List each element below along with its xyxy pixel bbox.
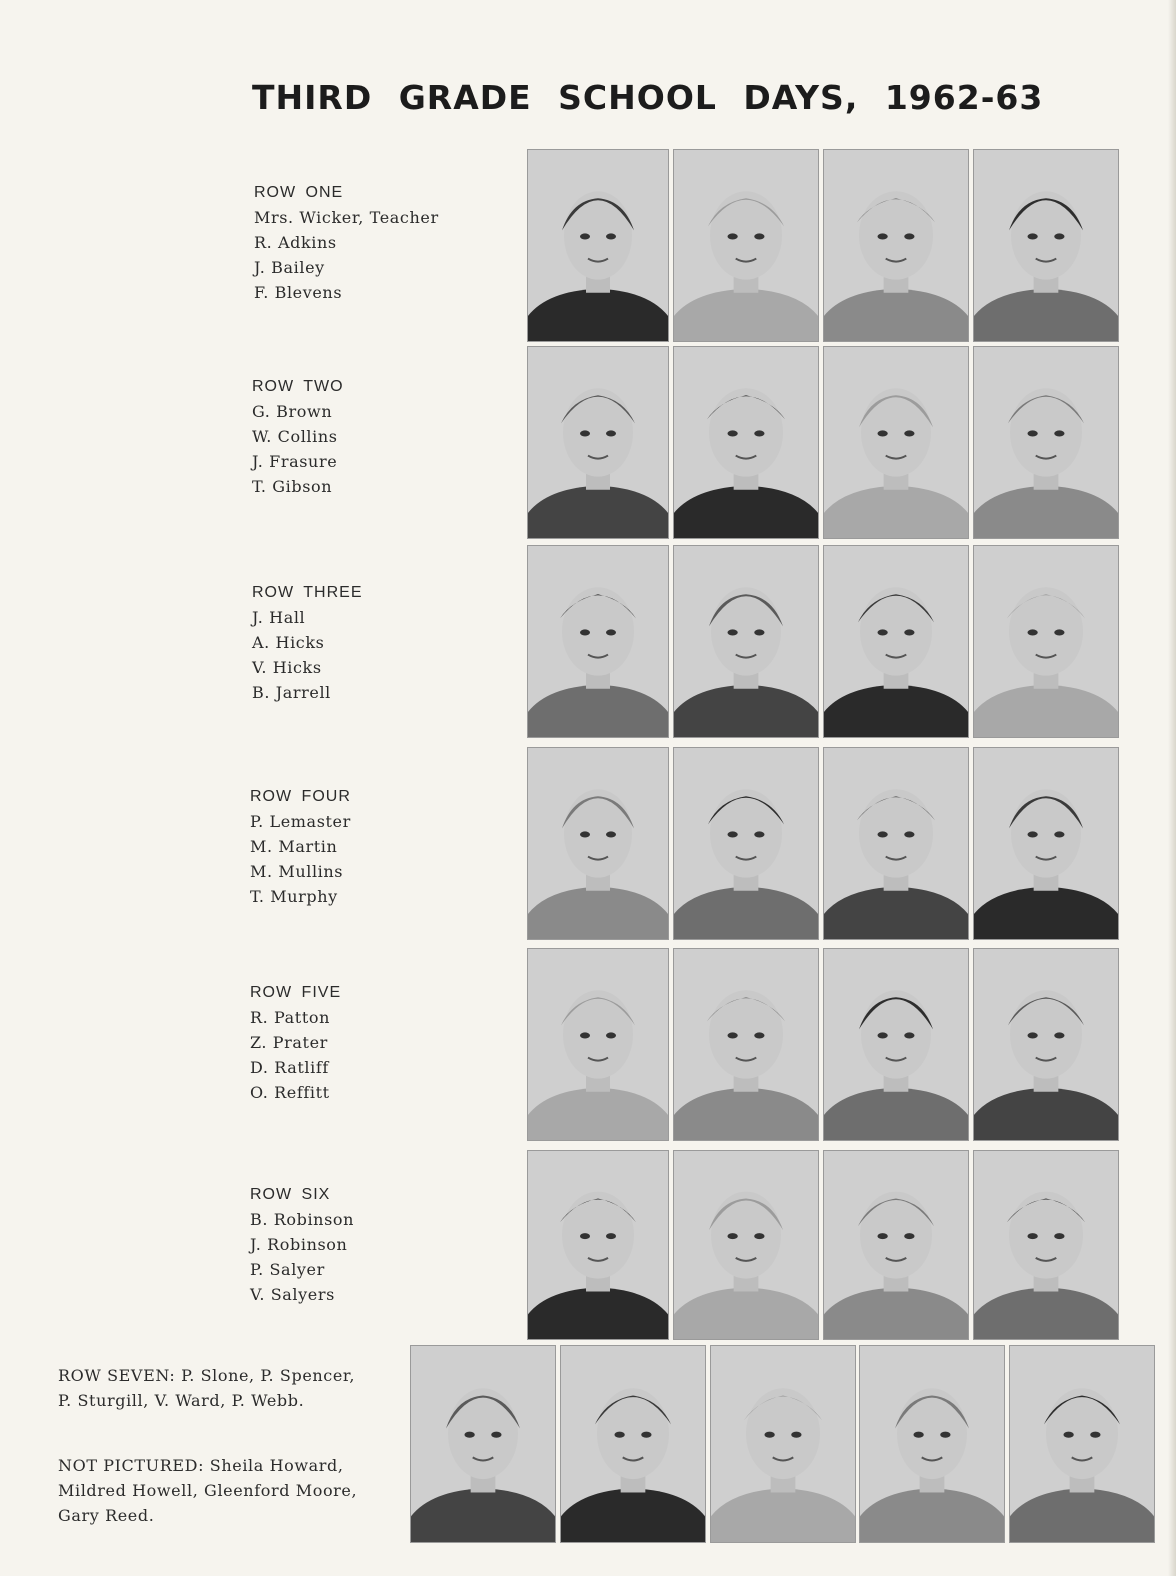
portrait-photo — [673, 149, 819, 342]
row-heading: ROW FIVE — [250, 984, 342, 1001]
portrait-photo — [673, 747, 819, 940]
portrait-photo — [973, 346, 1119, 539]
portrait-photo — [527, 747, 669, 940]
not-pictured-caption: NOT PICTURED: Sheila Howard, Mildred Howell, Gleenford Moore, Gary Reed. — [58, 1456, 358, 1525]
page-title: THIRD GRADE SCHOOL DAYS, 1962-63 — [252, 78, 1044, 117]
portrait-photo — [527, 545, 669, 738]
portrait-photo — [527, 1150, 669, 1340]
portrait-photo — [973, 747, 1119, 940]
row-heading: ROW TWO — [252, 378, 344, 395]
portrait-photo — [527, 346, 669, 539]
student-name: M. Martin — [250, 837, 338, 856]
student-name: O. Reffitt — [250, 1083, 330, 1102]
student-name: V. Salyers — [250, 1285, 335, 1304]
portrait-photo — [673, 545, 819, 738]
student-name: J. Hall — [252, 608, 306, 627]
student-name: J. Frasure — [252, 452, 338, 471]
portrait-photo — [859, 1345, 1005, 1543]
portrait-photo — [823, 545, 969, 738]
row-heading: ROW FOUR — [250, 788, 351, 805]
portrait-photo — [973, 1150, 1119, 1340]
row-four-label — [250, 784, 490, 909]
portrait-photo — [673, 1150, 819, 1340]
portrait-photo — [673, 346, 819, 539]
row-heading: ROW SIX — [250, 1186, 331, 1203]
row-two-label — [252, 374, 492, 499]
portrait-photo — [410, 1345, 556, 1543]
portrait-photo — [527, 149, 669, 342]
portrait-photo — [823, 1150, 969, 1340]
portrait-photo — [823, 948, 969, 1141]
student-name: V. Hicks — [252, 658, 322, 677]
row-three-label — [252, 580, 492, 705]
portrait-photo — [710, 1345, 856, 1543]
student-name: Mrs. Wicker, Teacher — [254, 208, 439, 227]
student-name: F. Blevens — [254, 283, 343, 302]
student-name: J. Bailey — [254, 258, 325, 277]
portrait-photo — [673, 948, 819, 1141]
portrait-photo — [973, 545, 1119, 738]
student-name: P. Salyer — [250, 1260, 325, 1279]
portrait-photo — [1009, 1345, 1155, 1543]
student-name: Z. Prater — [250, 1033, 328, 1052]
row-seven-caption: ROW SEVEN: P. Slone, P. Spencer, P. Sturgill, V. Ward, P. Webb. — [58, 1366, 356, 1410]
student-name: G. Brown — [252, 402, 333, 421]
student-name: B. Jarrell — [252, 683, 331, 702]
student-name: P. Lemaster — [250, 812, 351, 831]
student-name: A. Hicks — [252, 633, 325, 652]
portrait-photo — [973, 948, 1119, 1141]
portrait-photo — [823, 149, 969, 342]
student-name: T. Gibson — [252, 477, 333, 496]
student-name: W. Collins — [252, 427, 338, 446]
student-name: J. Robinson — [250, 1235, 348, 1254]
row-heading: ROW ONE — [254, 184, 344, 201]
student-name: R. Patton — [250, 1008, 331, 1027]
row-six-label — [250, 1182, 490, 1307]
student-name: T. Murphy — [250, 887, 338, 906]
page-edge — [1168, 0, 1176, 1576]
portrait-photo — [823, 346, 969, 539]
portrait-photo — [973, 149, 1119, 342]
row-heading: ROW THREE — [252, 584, 363, 601]
row-five-label — [250, 980, 490, 1105]
student-name: D. Ratliff — [250, 1058, 329, 1077]
student-name: R. Adkins — [254, 233, 337, 252]
student-name: B. Robinson — [250, 1210, 355, 1229]
portrait-photo — [560, 1345, 706, 1543]
student-name: M. Mullins — [250, 862, 344, 881]
portrait-photo — [527, 948, 669, 1141]
portrait-photo — [823, 747, 969, 940]
row-one-label — [254, 180, 494, 305]
